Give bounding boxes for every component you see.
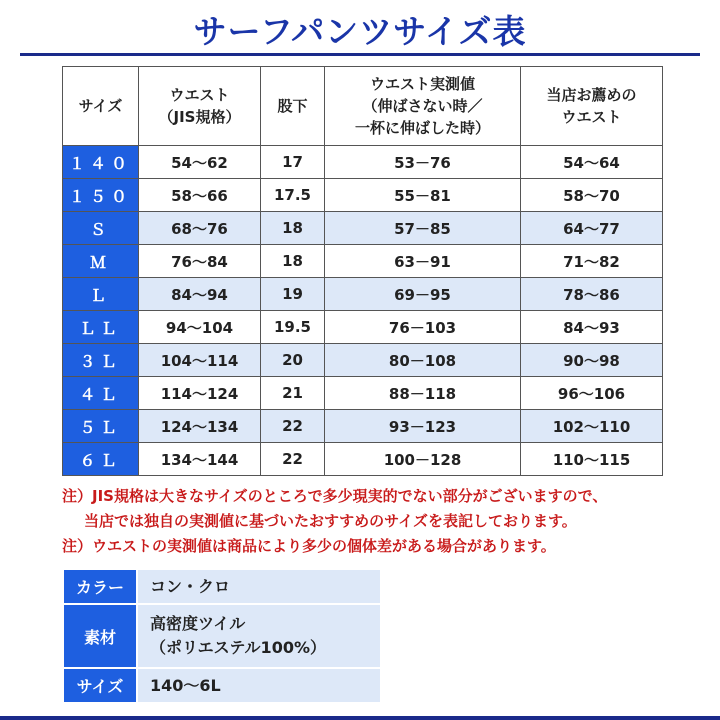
header-waist-jis-line2: （JIS規格） bbox=[158, 108, 241, 126]
recommended-cell: 90～98 bbox=[521, 344, 663, 377]
spec-color-value: コン・クロ bbox=[137, 569, 381, 604]
table-row bbox=[63, 410, 663, 443]
spec-material-value-line1: 高密度ツイル bbox=[150, 614, 246, 633]
waist-cell: 76～84 bbox=[139, 245, 261, 278]
recommended-cell: 110～115 bbox=[521, 443, 663, 476]
waist-cell: 134～144 bbox=[139, 443, 261, 476]
size-cell: Ｓ bbox=[63, 212, 139, 245]
size-cell: １５０ bbox=[63, 179, 139, 212]
waist-cell: 58～66 bbox=[139, 179, 261, 212]
header-measured-line1: ウエスト実測値 bbox=[369, 75, 475, 93]
recommended-cell: 54～64 bbox=[521, 146, 663, 179]
inseam-cell: 19 bbox=[261, 278, 325, 311]
table-row bbox=[63, 278, 663, 311]
header-recommended-line1: 当店お薦めの bbox=[546, 86, 637, 104]
measured-cell: 93－123 bbox=[325, 410, 521, 443]
table-row bbox=[63, 146, 663, 179]
notes bbox=[62, 484, 712, 559]
size-cell: Ｌ bbox=[63, 278, 139, 311]
waist-cell: 94～104 bbox=[139, 311, 261, 344]
header-recommended-line2: ウエスト bbox=[561, 108, 622, 126]
size-cell: ５Ｌ bbox=[63, 410, 139, 443]
spec-material-value-line2: （ポリエステル100%） bbox=[150, 638, 326, 657]
size-cell: ３Ｌ bbox=[63, 344, 139, 377]
size-table bbox=[62, 66, 663, 476]
size-cell: ６Ｌ bbox=[63, 443, 139, 476]
size-cell: １４０ bbox=[63, 146, 139, 179]
recommended-cell: 78～86 bbox=[521, 278, 663, 311]
table-row bbox=[63, 377, 663, 410]
waist-cell: 114～124 bbox=[139, 377, 261, 410]
spec-material-label: 素材 bbox=[63, 604, 137, 668]
note-line-2: 当店では独自の実測値に基づいたおすすめのサイズを表記しております。 bbox=[84, 512, 577, 530]
header-size bbox=[63, 67, 139, 146]
waist-cell: 124～134 bbox=[139, 410, 261, 443]
waist-cell: 54～62 bbox=[139, 146, 261, 179]
header-measured-line2: （伸ばさない時／ bbox=[362, 97, 483, 115]
inseam-cell: 17.5 bbox=[261, 179, 325, 212]
title-divider bbox=[20, 53, 700, 56]
recommended-cell: 71～82 bbox=[521, 245, 663, 278]
header-recommended bbox=[521, 67, 663, 146]
recommended-cell: 96～106 bbox=[521, 377, 663, 410]
spec-color-label: カラー bbox=[63, 569, 137, 604]
spec-row-size bbox=[63, 668, 381, 703]
inseam-cell: 22 bbox=[261, 410, 325, 443]
spec-size-label: サイズ bbox=[63, 668, 137, 703]
waist-cell: 84～94 bbox=[139, 278, 261, 311]
size-cell: Ｍ bbox=[63, 245, 139, 278]
size-cell: ＬＬ bbox=[63, 311, 139, 344]
size-cell: ４Ｌ bbox=[63, 377, 139, 410]
inseam-cell: 22 bbox=[261, 443, 325, 476]
measured-cell: 55－81 bbox=[325, 179, 521, 212]
note-line-3: 注）ウエストの実測値は商品により多少の個体差がある場合があります。 bbox=[62, 537, 556, 555]
header-measured-line3: 一杯に伸ばした時） bbox=[354, 119, 490, 137]
measured-cell: 88－118 bbox=[325, 377, 521, 410]
inseam-cell: 19.5 bbox=[261, 311, 325, 344]
waist-cell: 68～76 bbox=[139, 212, 261, 245]
inseam-cell: 20 bbox=[261, 344, 325, 377]
recommended-cell: 64～77 bbox=[521, 212, 663, 245]
spec-row-material bbox=[63, 604, 381, 668]
recommended-cell: 58～70 bbox=[521, 179, 663, 212]
recommended-cell: 84～93 bbox=[521, 311, 663, 344]
note-line-1: 注）JIS規格は大きなサイズのところで多少現実的でない部分がございますので、 bbox=[62, 487, 608, 505]
table-row bbox=[63, 443, 663, 476]
measured-cell: 53－76 bbox=[325, 146, 521, 179]
measured-cell: 100－128 bbox=[325, 443, 521, 476]
header-size-label: サイズ bbox=[78, 97, 123, 115]
inseam-cell: 18 bbox=[261, 245, 325, 278]
page-title: サーフパンツサイズ表 bbox=[193, 12, 527, 51]
header-inseam-label: 股下 bbox=[277, 97, 308, 115]
spec-row-color bbox=[63, 569, 381, 604]
waist-cell: 104～114 bbox=[139, 344, 261, 377]
table-row bbox=[63, 245, 663, 278]
table-row bbox=[63, 344, 663, 377]
header-waist-jis-line1: ウエスト bbox=[169, 86, 230, 104]
table-row bbox=[63, 212, 663, 245]
header-inseam bbox=[261, 67, 325, 146]
table-row bbox=[63, 179, 663, 212]
measured-cell: 76－103 bbox=[325, 311, 521, 344]
table-row bbox=[63, 311, 663, 344]
header-waist-jis bbox=[139, 67, 261, 146]
header-measured bbox=[325, 67, 521, 146]
measured-cell: 69－95 bbox=[325, 278, 521, 311]
inseam-cell: 17 bbox=[261, 146, 325, 179]
measured-cell: 80－108 bbox=[325, 344, 521, 377]
inseam-cell: 18 bbox=[261, 212, 325, 245]
measured-cell: 57－85 bbox=[325, 212, 521, 245]
spec-table bbox=[62, 568, 382, 704]
size-table-header bbox=[63, 67, 663, 146]
recommended-cell: 102～110 bbox=[521, 410, 663, 443]
inseam-cell: 21 bbox=[261, 377, 325, 410]
spec-material-value bbox=[137, 604, 381, 668]
bottom-divider bbox=[0, 716, 720, 720]
spec-size-value: 140～6L bbox=[137, 668, 381, 703]
measured-cell: 63－91 bbox=[325, 245, 521, 278]
